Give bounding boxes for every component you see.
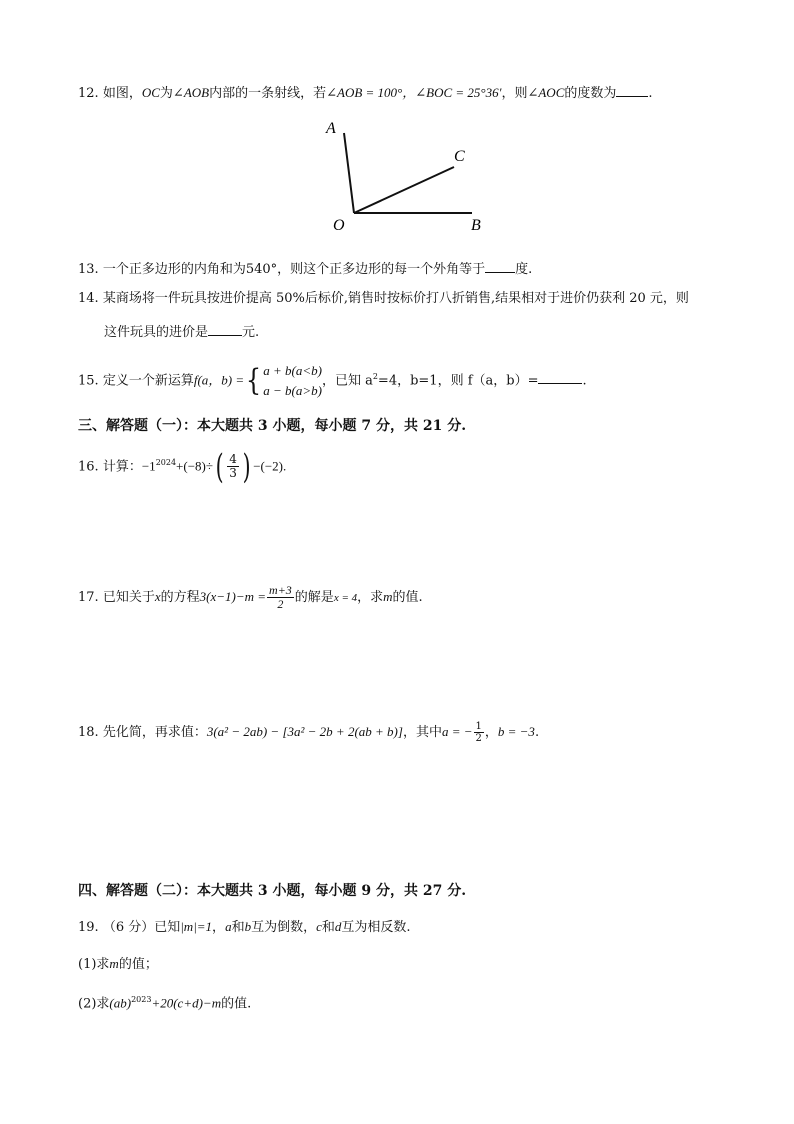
q19-part2-expr: +20(c+d)−m: [151, 995, 222, 1011]
q12-angle-aob: ∠AOB: [172, 85, 210, 100]
q19-text: ，: [212, 920, 226, 935]
q17-number: 17.: [78, 590, 99, 605]
q17-solution: x = 4: [333, 592, 358, 604]
question-19: [78, 917, 411, 938]
question-14-line2: [104, 321, 259, 343]
q19-part2-text: (2)求: [78, 996, 110, 1012]
q17-fraction: [267, 584, 294, 611]
q15-text: 定义一个新运算: [102, 373, 194, 389]
q16-expr: +(−8)÷: [176, 458, 214, 474]
q18-value-b: b = −3: [497, 724, 535, 739]
q12-text: 内部的一条射线，若: [209, 86, 327, 101]
q17-equation: 3(x−1)−m =: [199, 589, 267, 604]
q19-part1-var-m: m: [109, 956, 119, 971]
q19-abs-m: |m|=1: [180, 919, 213, 934]
label-o: O: [333, 217, 345, 234]
question-19-part-1: [78, 954, 158, 975]
q16-text: 计算：: [102, 459, 142, 475]
q15-cases: [263, 361, 322, 401]
brace-icon: {: [246, 362, 262, 398]
q19-part2-expr: (ab): [109, 995, 132, 1011]
question-19-part-2: [78, 990, 251, 1014]
ray-oa: [344, 133, 354, 213]
q12-text: 的度数为: [564, 86, 617, 101]
q19-part1-text: (1)求: [78, 957, 110, 972]
q18-fraction: [474, 721, 484, 744]
q18-text: ，: [484, 725, 498, 740]
question-16: [78, 446, 287, 487]
q16-number: 16.: [78, 459, 99, 475]
q16-exponent: 2024: [155, 458, 177, 467]
q19-text: （6 分）已知: [102, 920, 181, 935]
question-17: [78, 580, 423, 615]
q16-denominator: 3: [229, 466, 237, 481]
q14-text-line2: 这件玩具的进价是: [104, 325, 209, 340]
q18-numerator: 1: [475, 721, 482, 732]
q17-text: 的方程: [160, 590, 200, 605]
q19-part2-exponent: 2023: [131, 995, 152, 1004]
q17-variable-x: x: [154, 589, 161, 604]
section-4-heading: 四、解答题（二）：本大题共 3 小题，每小题 9 分，共 27 分.: [78, 883, 467, 899]
q19-part1-text: 的值；: [118, 957, 158, 972]
q18-number: 18.: [78, 725, 99, 740]
q19-var-c: c: [316, 919, 322, 934]
q18-text: ，其中: [402, 725, 442, 740]
question-18: [78, 715, 539, 750]
angle-figure: [318, 115, 498, 240]
q12-text: ，则: [501, 86, 528, 101]
q15-case-2: a − b(a>b): [263, 382, 322, 398]
q17-text: 的解是: [294, 590, 334, 605]
q18-value-a: a = −: [441, 724, 473, 739]
label-a: A: [326, 120, 336, 137]
q18-text: .: [534, 725, 540, 740]
q17-denominator: 2: [277, 597, 284, 611]
q12-number: 12.: [78, 86, 99, 101]
question-14: [78, 289, 689, 309]
q12-text: 为: [159, 86, 173, 101]
q15-function: f(a，b) =: [193, 372, 245, 388]
q17-text: ，求: [357, 590, 384, 605]
q14-answer-blank[interactable]: [208, 321, 242, 336]
q16-numerator: 4: [229, 452, 237, 467]
q12-answer-blank[interactable]: [616, 82, 648, 97]
q15-case-1: a + b(a<b): [263, 362, 322, 378]
question-15: [78, 357, 587, 401]
q14-text-line2: 元.: [242, 325, 260, 340]
q19-var-d: d: [334, 919, 342, 934]
q13-text: 度.: [515, 262, 533, 277]
q19-number: 19.: [78, 920, 99, 935]
q15-exponent: 2: [372, 372, 378, 381]
q16-expr: −1: [141, 458, 156, 474]
q12-given-angles: ∠AOB = 100°，∠BOC = 25°36′: [326, 85, 502, 100]
question-13: [78, 258, 532, 280]
q18-denominator: 2: [475, 733, 482, 744]
ray-oc: [354, 167, 454, 213]
q15-number: 15.: [78, 373, 99, 389]
question-12: [78, 82, 653, 104]
q13-answer-blank[interactable]: [485, 258, 515, 273]
q19-var-b: b: [244, 919, 252, 934]
q19-text: 和: [321, 920, 335, 935]
q18-text: 先化简，再求值：: [102, 725, 207, 740]
q12-angle-aoc: ∠AOC: [527, 85, 565, 100]
q15-text: ，已知 a: [321, 373, 373, 389]
q17-numerator: m+3: [269, 583, 292, 597]
q19-text: 和: [231, 920, 245, 935]
label-b: B: [471, 217, 481, 234]
right-paren-icon: ): [242, 446, 251, 487]
section-3-heading: 三、解答题（一）：本大题共 3 小题，每小题 7 分，共 21 分.: [78, 418, 467, 434]
q19-var-a: a: [225, 919, 232, 934]
q15-answer-blank[interactable]: [538, 369, 582, 384]
q15-text: =4，b=1，则 f（a，b）=: [377, 373, 539, 389]
q13-number: 13.: [78, 262, 99, 277]
q17-text: 的值.: [392, 590, 423, 605]
q16-fraction: [227, 453, 239, 480]
q15-text: .: [582, 373, 587, 389]
q16-expr: −(−2).: [253, 458, 287, 474]
q12-text: .: [648, 86, 653, 101]
q12-ray-oc: OC: [141, 85, 160, 100]
q18-expression: 3(a² − 2ab) − [3a² − 2b + 2(ab + b)]: [206, 724, 403, 739]
q17-variable-m: m: [383, 589, 393, 604]
q14-number: 14.: [78, 291, 99, 306]
q14-text-line1: 某商场将一件玩具按进价提高 50%后标价,销售时按标价打八折销售,结果相对于进价仍获利 20 元，则: [102, 291, 689, 306]
label-c: C: [454, 148, 465, 165]
left-paren-icon: (: [215, 446, 224, 487]
q19-text: 互为相反数.: [341, 920, 411, 935]
q13-text: 一个正多边形的内角和为540°，则这个正多边形的每一个外角等于: [102, 262, 486, 277]
q19-part2-text: 的值.: [221, 996, 252, 1012]
q17-text: 已知关于: [102, 590, 155, 605]
q19-text: 互为倒数，: [251, 920, 317, 935]
q12-text: 如图，: [102, 86, 142, 101]
